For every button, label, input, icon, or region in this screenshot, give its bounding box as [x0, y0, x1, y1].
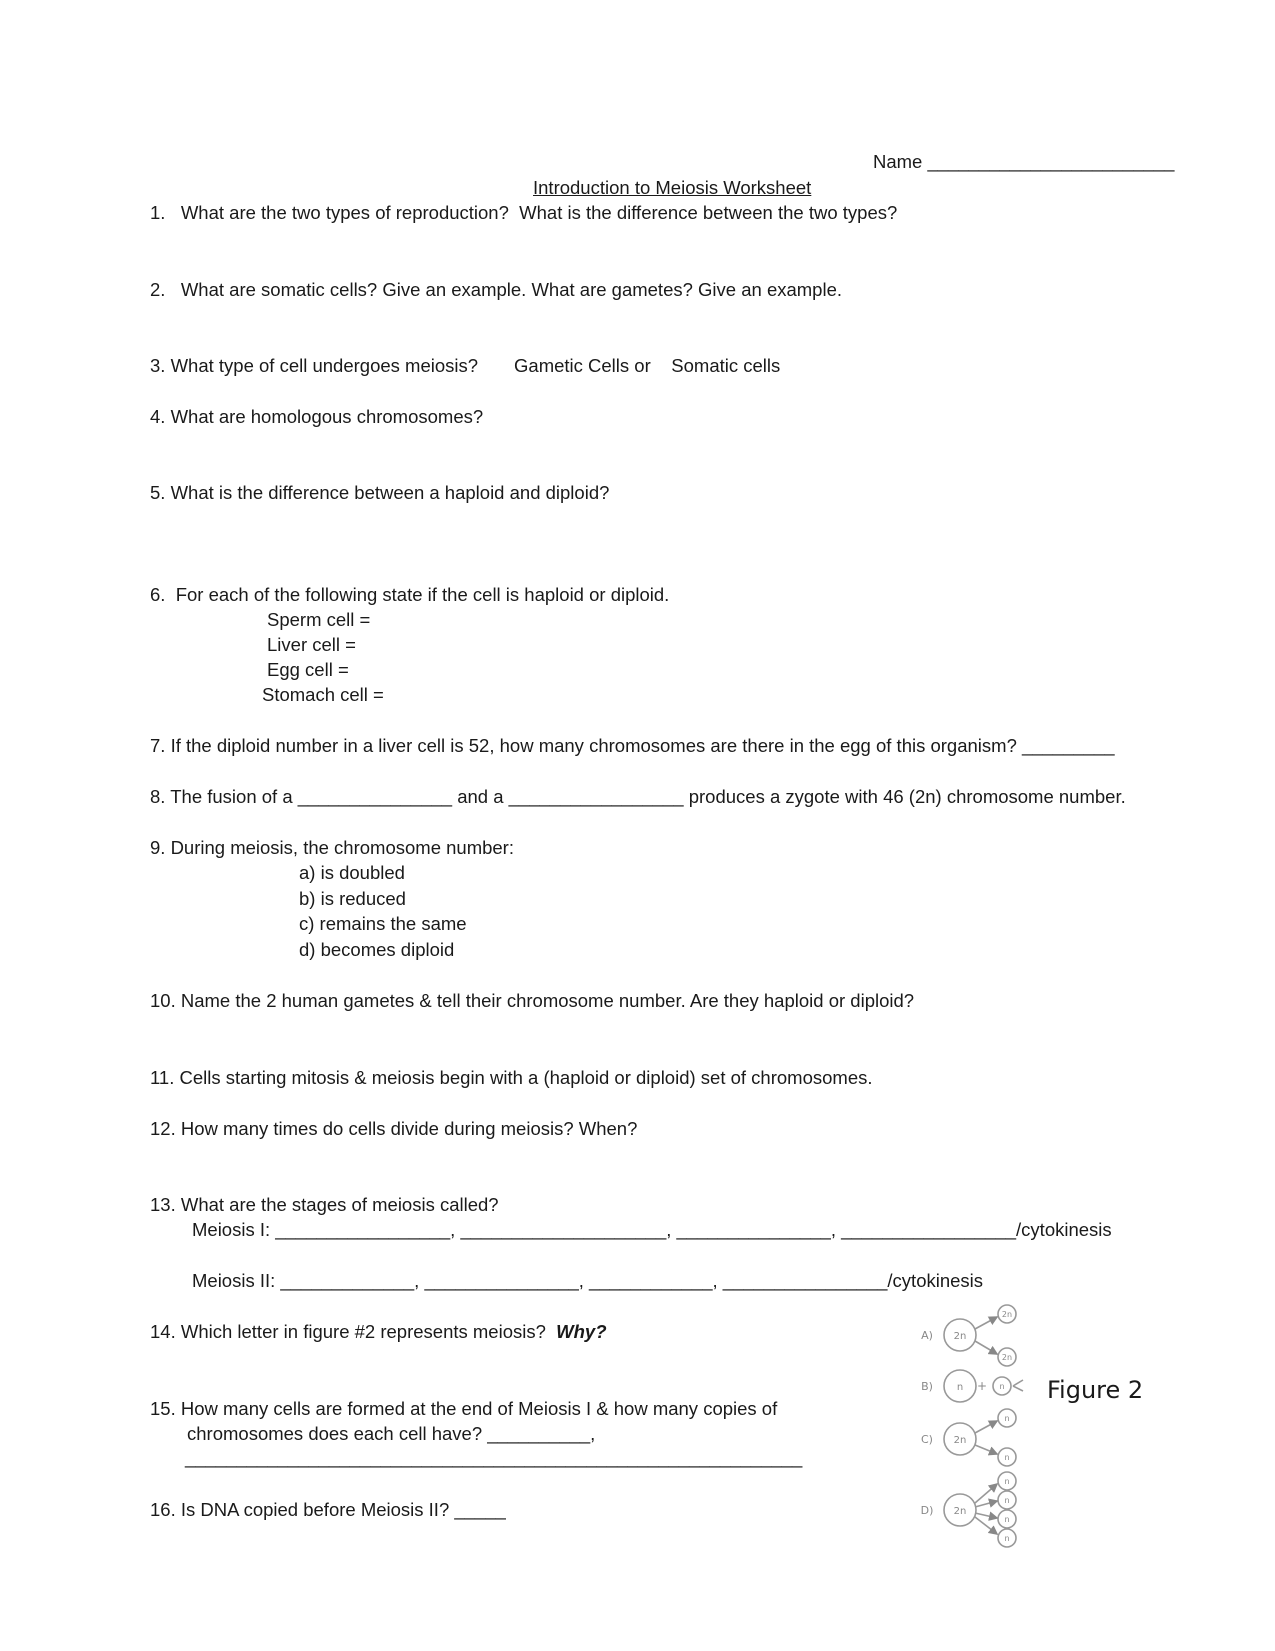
- row-c-child-label: n: [1004, 1414, 1010, 1423]
- q15-line-2: chromosomes does each cell have? __________,: [187, 1423, 596, 1444]
- row-d-child-label: n: [1004, 1477, 1010, 1486]
- question-2: 2. What are somatic cells? Give an example. What are gametes? Give an example.: [150, 279, 843, 300]
- question-4: 4. What are homologous chromosomes?: [150, 406, 484, 427]
- row-b-parent-label: n: [956, 1382, 964, 1393]
- row-d-letter: D): [920, 1504, 934, 1517]
- question-12: 12. How many times do cells divide during meiosis? When?: [150, 1118, 638, 1139]
- row-b-child-label: n: [999, 1382, 1005, 1391]
- figure-2-label: Figure 2: [1047, 1376, 1144, 1404]
- row-c-parent-label: 2n: [953, 1435, 967, 1446]
- row-d-parent-label: 2n: [953, 1506, 967, 1517]
- arrow: [975, 1445, 997, 1454]
- row-b-tail: [1013, 1380, 1023, 1386]
- q6-item-egg: Egg cell =: [267, 659, 349, 680]
- question-10: 10. Name the 2 human gametes & tell their chromosome number. Are they haploid or diploid?: [150, 990, 915, 1011]
- row-b-tail: [1013, 1386, 1023, 1391]
- name-field[interactable]: Name ________________________: [873, 151, 1175, 172]
- arrow: [975, 1513, 997, 1518]
- q9-option-b: b) is reduced: [299, 888, 406, 909]
- row-a-child-label: 2n: [1001, 1310, 1013, 1319]
- row-a-child-label: 2n: [1001, 1353, 1013, 1362]
- question-8: 8. The fusion of a _______________ and a _________________ produces a zygote with 46 (2n) chromosome number.: [150, 786, 1126, 807]
- q6-item-liver: Liver cell =: [267, 634, 356, 655]
- row-a-letter: A): [921, 1329, 933, 1342]
- question-16: 16. Is DNA copied before Meiosis II? _____: [150, 1499, 506, 1520]
- q9-option-a: a) is doubled: [299, 862, 405, 883]
- arrow: [975, 1317, 997, 1329]
- row-c-child-label: n: [1004, 1453, 1010, 1462]
- row-d-child-label: n: [1004, 1515, 1010, 1524]
- arrow: [975, 1421, 997, 1433]
- q6-item-stomach: Stomach cell =: [262, 684, 384, 705]
- q9-option-d: d) becomes diploid: [299, 939, 455, 960]
- figure-2: [915, 1300, 1105, 1565]
- arrow: [975, 1517, 997, 1534]
- question-7: 7. If the diploid number in a liver cell is 52, how many chromosomes are there in the egg of this organism? _________: [150, 735, 1115, 756]
- q14-text: 14. Which letter in figure #2 represents meiosis?: [150, 1321, 557, 1342]
- q14-why: Why?: [556, 1321, 607, 1342]
- question-15: 15. How many cells are formed at the end of Meiosis I & how many copies of: [150, 1398, 778, 1419]
- q6-item-sperm: Sperm cell =: [267, 609, 371, 630]
- q15-answer-line: ____________________________________________________________: [185, 1447, 803, 1468]
- figure-2-diagram: [915, 1300, 1105, 1565]
- question-11: 11. Cells starting mitosis & meiosis begin with a (haploid or diploid) set of chromosomes.: [150, 1067, 873, 1088]
- question-3: 3. What type of cell undergoes meiosis? Gametic Cells or Somatic cells: [150, 355, 781, 376]
- q9-option-c: c) remains the same: [299, 913, 467, 934]
- row-d-child-label: n: [1004, 1534, 1010, 1543]
- question-13: 13. What are the stages of meiosis called?: [150, 1194, 499, 1215]
- arrow: [975, 1501, 997, 1507]
- q13-meiosis-1: Meiosis I: _________________, ____________________, _______________, _________________/cytokinesis: [192, 1219, 1112, 1240]
- row-a-parent-label: 2n: [953, 1331, 967, 1342]
- question-6: 6. For each of the following state if the cell is haploid or diploid.: [150, 584, 670, 605]
- row-b-letter: B): [921, 1380, 933, 1393]
- question-14: [150, 1320, 607, 1344]
- q13-meiosis-2: Meiosis II: _____________, _______________, ____________, ________________/cytokinesis: [192, 1270, 984, 1291]
- question-9: 9. During meiosis, the chromosome number:: [150, 837, 514, 858]
- question-1: 1. What are the two types of reproduction? What is the difference between the two types?: [150, 202, 898, 223]
- arrow: [975, 1484, 997, 1503]
- question-5: 5. What is the difference between a haploid and diploid?: [150, 482, 610, 503]
- worksheet-title: Introduction to Meiosis Worksheet: [533, 177, 812, 198]
- row-d-child-label: n: [1004, 1496, 1010, 1505]
- row-c-letter: C): [921, 1433, 933, 1446]
- row-b-plus: +: [976, 1379, 988, 1393]
- arrow: [975, 1341, 997, 1354]
